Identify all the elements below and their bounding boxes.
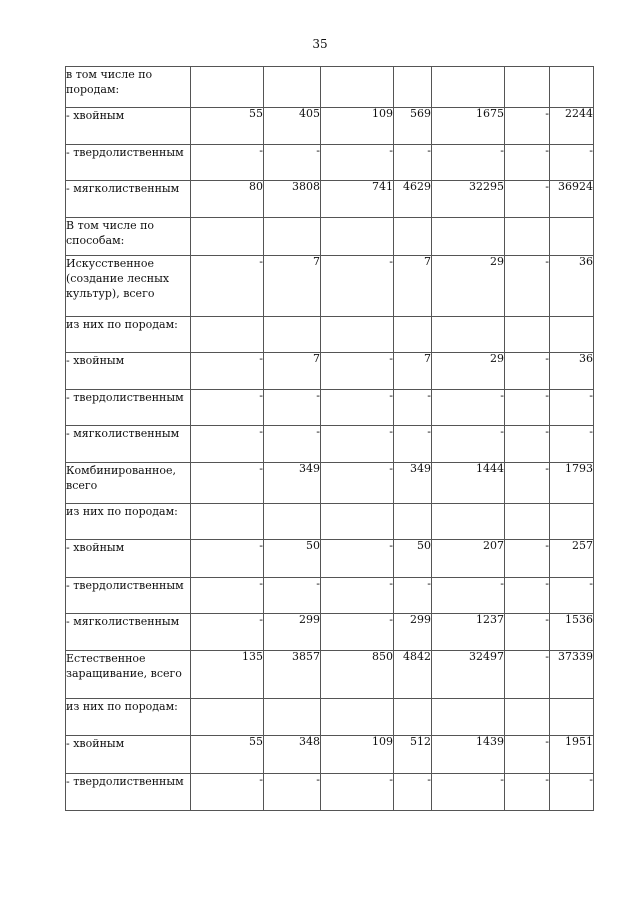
table-cell: - <box>191 256 264 317</box>
table-cell: 850 <box>321 651 394 699</box>
table-cell <box>505 317 550 353</box>
table-cell <box>191 317 264 353</box>
table-cell: - <box>321 463 394 504</box>
table-cell: - <box>505 181 550 218</box>
table-cell: - <box>505 651 550 699</box>
row-label: - хвойным <box>66 736 191 774</box>
row-label: В том числе по способам: <box>66 218 191 256</box>
row-label: Естественное заращивание, всего <box>66 651 191 699</box>
table-cell: - <box>550 774 594 811</box>
table-cell: 135 <box>191 651 264 699</box>
table-cell: 36 <box>550 256 594 317</box>
table-cell: - <box>321 145 394 181</box>
table-cell <box>394 218 432 256</box>
table-cell: - <box>321 426 394 463</box>
table-cell: - <box>394 578 432 614</box>
table-cell: 1793 <box>550 463 594 504</box>
row-label: - мягколиственным <box>66 181 191 218</box>
table-cell: - <box>550 145 594 181</box>
table-cell: - <box>321 256 394 317</box>
row-label: в том числе по породам: <box>66 67 191 108</box>
row-label: - твердолиственным <box>66 578 191 614</box>
table-cell: - <box>505 426 550 463</box>
table-cell <box>321 218 394 256</box>
table-row <box>66 578 594 614</box>
table-cell <box>432 699 505 736</box>
table-cell <box>321 699 394 736</box>
table-cell: - <box>321 578 394 614</box>
table-cell: 55 <box>191 736 264 774</box>
table-cell: - <box>394 390 432 426</box>
table-cell: 405 <box>264 108 321 145</box>
table-cell: - <box>321 353 394 390</box>
table-cell: - <box>191 774 264 811</box>
table-cell: 257 <box>550 540 594 578</box>
table-row <box>66 256 594 317</box>
row-label: из них по породам: <box>66 504 191 540</box>
table-cell <box>432 504 505 540</box>
row-label: Комбинированное, всего <box>66 463 191 504</box>
table-cell: - <box>550 390 594 426</box>
table-cell <box>550 67 594 108</box>
table-cell <box>264 317 321 353</box>
table-cell: - <box>505 463 550 504</box>
table-cell: 348 <box>264 736 321 774</box>
table-cell: 349 <box>394 463 432 504</box>
table-cell: 37339 <box>550 651 594 699</box>
table-cell: 50 <box>394 540 432 578</box>
table-cell <box>550 699 594 736</box>
table-cell <box>264 504 321 540</box>
table-cell: 4629 <box>394 181 432 218</box>
table-cell: - <box>191 463 264 504</box>
table-cell: 299 <box>394 614 432 651</box>
table-cell: 1439 <box>432 736 505 774</box>
table-cell <box>394 67 432 108</box>
table-cell: 1536 <box>550 614 594 651</box>
table-cell: - <box>191 426 264 463</box>
table-cell: - <box>505 614 550 651</box>
table-cell: 569 <box>394 108 432 145</box>
table-cell: 36924 <box>550 181 594 218</box>
table-row <box>66 426 594 463</box>
table-cell: - <box>264 578 321 614</box>
table-cell: 50 <box>264 540 321 578</box>
table-row <box>66 504 594 540</box>
table-cell <box>191 699 264 736</box>
table-cell: - <box>505 108 550 145</box>
row-label: - хвойным <box>66 108 191 145</box>
row-label: - хвойным <box>66 540 191 578</box>
table-row <box>66 736 594 774</box>
row-label: - мягколиственным <box>66 426 191 463</box>
forest-regeneration-table <box>65 66 594 811</box>
row-label: - хвойным <box>66 353 191 390</box>
table-cell: - <box>191 540 264 578</box>
table-cell: - <box>505 578 550 614</box>
table-cell: - <box>264 774 321 811</box>
table-row <box>66 108 594 145</box>
table-cell <box>264 699 321 736</box>
table-cell: 7 <box>394 256 432 317</box>
table-cell <box>432 218 505 256</box>
table-cell: - <box>321 614 394 651</box>
table-cell: 3808 <box>264 181 321 218</box>
table-cell: - <box>321 774 394 811</box>
table-cell: 349 <box>264 463 321 504</box>
table-cell <box>321 504 394 540</box>
table-cell <box>264 218 321 256</box>
table-cell: - <box>191 614 264 651</box>
table-cell: 1237 <box>432 614 505 651</box>
table-cell: 4842 <box>394 651 432 699</box>
table-row <box>66 699 594 736</box>
table-cell: - <box>394 774 432 811</box>
row-label: - твердолиственным <box>66 774 191 811</box>
row-label: - мягколиственным <box>66 614 191 651</box>
table-cell <box>394 317 432 353</box>
table-cell: - <box>264 145 321 181</box>
table-cell: - <box>432 774 505 811</box>
table-row <box>66 774 594 811</box>
table-cell <box>432 67 505 108</box>
table-cell: - <box>432 145 505 181</box>
table-cell: - <box>321 540 394 578</box>
table-cell <box>191 504 264 540</box>
table-cell <box>505 67 550 108</box>
table-cell <box>394 699 432 736</box>
table-cell: - <box>505 390 550 426</box>
table-cell: 7 <box>264 353 321 390</box>
table-cell <box>505 504 550 540</box>
table-cell: 1675 <box>432 108 505 145</box>
table-cell: 80 <box>191 181 264 218</box>
table-row <box>66 218 594 256</box>
table-cell: 109 <box>321 108 394 145</box>
table-cell <box>191 67 264 108</box>
table-row <box>66 390 594 426</box>
table-row <box>66 181 594 218</box>
table-cell: - <box>191 353 264 390</box>
table-cell: 299 <box>264 614 321 651</box>
table-cell: - <box>432 390 505 426</box>
table-cell: - <box>505 145 550 181</box>
table-row <box>66 353 594 390</box>
table-cell: 1951 <box>550 736 594 774</box>
table-cell: - <box>191 390 264 426</box>
table-cell: - <box>191 578 264 614</box>
table-cell: 109 <box>321 736 394 774</box>
table-cell: 1444 <box>432 463 505 504</box>
row-label: из них по породам: <box>66 317 191 353</box>
table-cell: - <box>550 426 594 463</box>
table-cell <box>505 218 550 256</box>
table-cell: - <box>432 426 505 463</box>
table-cell <box>394 504 432 540</box>
table-cell: 2244 <box>550 108 594 145</box>
table-row <box>66 317 594 353</box>
table-cell <box>550 504 594 540</box>
table-cell: - <box>264 390 321 426</box>
table-cell <box>321 67 394 108</box>
table-cell: - <box>394 145 432 181</box>
table-cell <box>550 317 594 353</box>
table-row <box>66 540 594 578</box>
table-cell <box>505 699 550 736</box>
table-cell: 32497 <box>432 651 505 699</box>
table-cell: - <box>394 426 432 463</box>
table-row <box>66 67 594 108</box>
table-cell <box>432 317 505 353</box>
table-cell: - <box>505 353 550 390</box>
table-cell: 55 <box>191 108 264 145</box>
table-cell: 7 <box>264 256 321 317</box>
table-cell: 207 <box>432 540 505 578</box>
table-cell: - <box>550 578 594 614</box>
table-cell: - <box>264 426 321 463</box>
table-cell: - <box>505 774 550 811</box>
table-cell: - <box>505 256 550 317</box>
row-label: - твердолиственным <box>66 145 191 181</box>
table-cell <box>191 218 264 256</box>
table-cell <box>264 67 321 108</box>
table-cell: - <box>505 540 550 578</box>
table-cell: 36 <box>550 353 594 390</box>
table-cell: - <box>321 390 394 426</box>
table-cell: 29 <box>432 353 505 390</box>
table-row <box>66 651 594 699</box>
table-cell: - <box>432 578 505 614</box>
table-row <box>66 463 594 504</box>
row-label: - твердолиственным <box>66 390 191 426</box>
table-cell: - <box>191 145 264 181</box>
table-cell <box>321 317 394 353</box>
table-cell: 512 <box>394 736 432 774</box>
table-row <box>66 145 594 181</box>
page-number: 35 <box>312 37 328 51</box>
table-cell: 741 <box>321 181 394 218</box>
table-cell: 29 <box>432 256 505 317</box>
table-cell <box>550 218 594 256</box>
table-row <box>66 614 594 651</box>
table-cell: - <box>505 736 550 774</box>
table-cell: 7 <box>394 353 432 390</box>
table-cell: 3857 <box>264 651 321 699</box>
row-label: из них по породам: <box>66 699 191 736</box>
table-cell: 32295 <box>432 181 505 218</box>
row-label: Искусственное (создание лесных культур), всего <box>66 256 191 317</box>
